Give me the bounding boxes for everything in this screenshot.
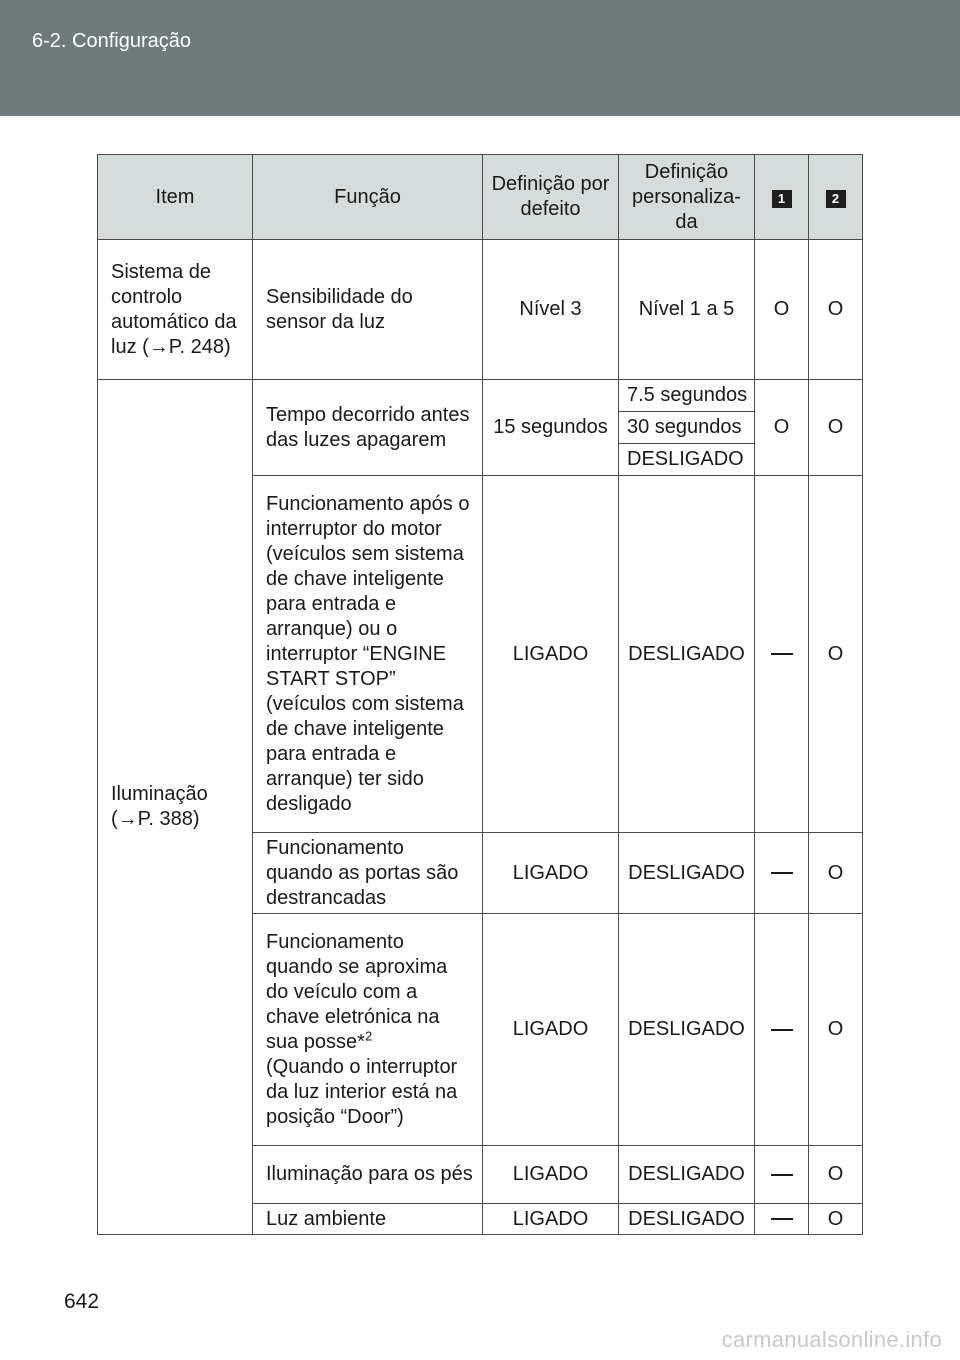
function-cell: Tempo decorrido antes das luzes apagarem [253, 380, 483, 476]
dash-mark [771, 872, 793, 874]
col1-mark [755, 914, 809, 1146]
custom-option: 7.5 segundos [619, 380, 755, 412]
group-item-cell: Iluminação (→P. 388) [98, 380, 253, 1235]
function-text: Funcionamento quando se aproxima do veículo com a chave eletrónica na sua posse* [266, 930, 448, 1053]
default-cell: 15 segundos [483, 380, 619, 476]
custom-cell: Nível 1 a 5 [619, 240, 755, 380]
table-row [98, 380, 863, 412]
header-function: Função [253, 155, 483, 240]
function-cell: Sensibilidade do sensor da luz [253, 240, 483, 380]
item-cell: Sistema de controlo automático da luz (→P. 248) [98, 240, 253, 380]
custom-option: 30 segundos [619, 412, 755, 444]
default-cell: LIGADO [483, 1146, 619, 1204]
page-number: 642 [64, 1290, 100, 1313]
default-cell: Nível 3 [483, 240, 619, 380]
header-col2 [809, 155, 863, 240]
col2-mark: O [809, 240, 863, 380]
dash-mark [771, 653, 793, 655]
default-cell: LIGADO [483, 833, 619, 914]
custom-option: DESLIGADO [619, 444, 755, 476]
custom-cell: DESLIGADO [619, 1146, 755, 1204]
badge-1: 1 [772, 190, 792, 208]
col2-mark: O [809, 833, 863, 914]
function-cell: Iluminação para os pés [253, 1146, 483, 1204]
col1-mark: O [755, 380, 809, 476]
custom-cell: DESLIGADO [619, 833, 755, 914]
footnote-mark: 2 [364, 1027, 373, 1043]
dash-mark [771, 1218, 793, 1220]
page-header [0, 0, 960, 116]
col1-mark [755, 1204, 809, 1235]
custom-cell: DESLIGADO [619, 914, 755, 1146]
custom-cell: DESLIGADO [619, 476, 755, 833]
col1-mark: O [755, 240, 809, 380]
watermark: carmanualsonline.info [721, 1327, 942, 1352]
col1-mark [755, 476, 809, 833]
col2-mark: O [809, 914, 863, 1146]
custom-cell: DESLIGADO [619, 1204, 755, 1235]
header-default: Definição por defeito [483, 155, 619, 240]
function-cell: Funcionamento após o interruptor do motor (veículos sem sistema de chave inteligente para entrada e arranque) ou o interruptor “ENGINE START STOP” (veículos com sistema de chave inteligente para entrada e arranque) ter sido desligado [253, 476, 483, 833]
default-cell: LIGADO [483, 1204, 619, 1235]
settings-table [97, 154, 863, 1235]
dash-mark [771, 1174, 793, 1176]
function-cell: Funcionamento quando as portas são destrancadas [253, 833, 483, 914]
default-cell: LIGADO [483, 476, 619, 833]
badge-2: 2 [826, 190, 846, 208]
col2-mark: O [809, 476, 863, 833]
header-custom: Definição personaliza-da [619, 155, 755, 240]
table-row [98, 240, 863, 380]
col2-mark: O [809, 380, 863, 476]
dash-mark [771, 1029, 793, 1031]
col1-mark [755, 833, 809, 914]
col2-mark: O [809, 1146, 863, 1204]
function-cell: Luz ambiente [253, 1204, 483, 1235]
col1-mark [755, 1146, 809, 1204]
function-note: (Quando o interruptor da luz interior está na posição “Door”) [266, 1055, 458, 1128]
col2-mark: O [809, 1204, 863, 1235]
section-title: 6-2. Configuração [32, 30, 191, 52]
header-item: Item [98, 155, 253, 240]
header-col1 [755, 155, 809, 240]
table-header-row [98, 155, 863, 240]
default-cell: LIGADO [483, 914, 619, 1146]
function-cell [253, 914, 483, 1146]
